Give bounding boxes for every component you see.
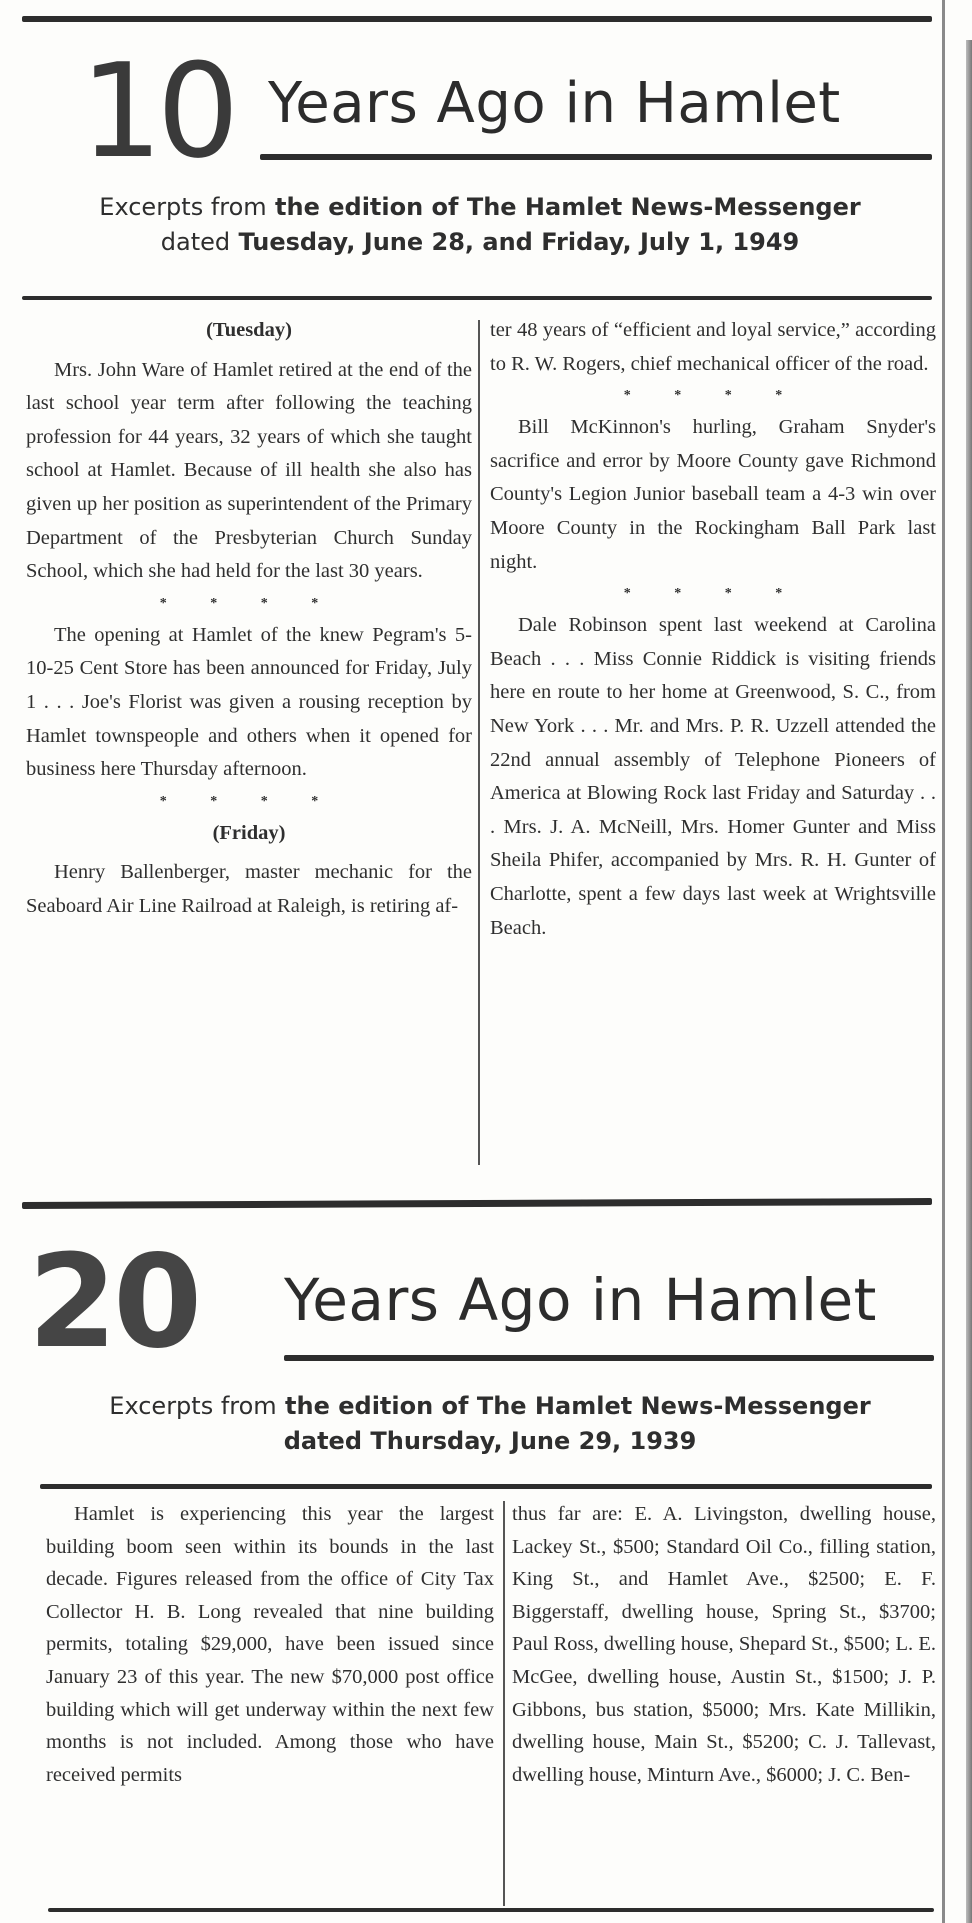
subhead-bottom-rule xyxy=(22,296,932,300)
top-rule xyxy=(22,16,932,22)
separator-stars: * * * * xyxy=(159,595,339,611)
subhead-bottom-rule xyxy=(40,1484,932,1489)
item-henry-ballenberger: Henry Ballenberger, master mechanic for the Seaboard Air Line Railroad at Raleigh, is retiring af- xyxy=(26,861,472,917)
item-baseball: Bill McKinnon's hurling, Graham Snyder's sacrifice and error by Moore County gave Richmond County's Legion Junior baseball team a 4-3 win over Moore County in the Rockingham Ball Park last night. xyxy=(490,416,936,573)
subhead-line-2: dated Thursday, June 29, 1939 xyxy=(283,1426,697,1455)
separator-stars: * * * * xyxy=(623,388,803,404)
top-rule xyxy=(22,1198,932,1209)
subhead xyxy=(20,1389,960,1459)
friday-heading: (Friday) xyxy=(212,821,286,844)
subhead-line-2: dated Tuesday, June 28, and Friday, July 1, 1949 xyxy=(160,227,800,256)
bottom-rule xyxy=(48,1908,934,1912)
subhead xyxy=(0,190,960,260)
subhead-line-1: Excerpts from the edition of The Hamlet News-Messenger xyxy=(99,193,861,221)
tuesday-heading: (Tuesday) xyxy=(206,319,292,341)
item-building-permits-list: thus far are: E. A. Livingston, dwelling house, Lackey St., $500; Standard Oil Co., filling station, King St., and Hamlet Ave., $2500; E. F. Biggerstaff, dwelling house, Spring St., $3700; Paul Ross, dwelling house, Shepard St., $500; L. E. McGee, dwelling house, Austin St., $1500; J. P. Gibbons, bus station, $5000; Mrs. Kate Millikin, dwelling house, Main St., $5200; C. J. Tallevast, dwelling house, Minturn Ave., $6000; J. C. Ben- xyxy=(512,1503,936,1786)
item-henry-ballenberger-cont: ter 48 years of “efficient and loyal service,” according to R. W. Rogers, chief mechanical officer of the road. xyxy=(490,319,936,375)
column-divider xyxy=(503,1501,505,1906)
left-column xyxy=(26,314,472,924)
item-mrs-john-ware: Mrs. John Ware of Hamlet retired at the end of the last school year term after following the teaching profession for 44 years, 32 years of which she taught school at Hamlet. Because of ill health she also has given up her position as superintendent of the Primary Department of the Presbyterian Church Sunday School, which she had held for the last 30 years. xyxy=(26,358,472,583)
column-divider xyxy=(478,320,480,1165)
right-column xyxy=(490,314,936,945)
item-social-notes: Dale Robinson spent last weekend at Carolina Beach . . . Miss Connie Riddick is visiting friends here en route to her home at Greenwood, S. C., from New York . . . Mr. and Mrs. P. R. Uzzell attended the 22nd annual assembly of Telephone Pioneers of America at Blowing Rock last Friday and Saturday . . . Mrs. J. A. McNeill, Mrs. Homer Gunter and Miss Sheila Phifer, accompanied by Mrs. R. H. Gunter of Charlotte, spent a few days last week at Wrightsville Beach. xyxy=(490,614,936,939)
item-building-boom: Hamlet is experiencing this year the largest building boom seen within its bounds in the last decade. Figures released from the office of City Tax Collector H. B. Long revealed that nine building permits, totaling $29,000, have been issued since January 23 of this year. The new $70,000 post office building which will get underway within the next few months is not included. Among those who have received permits xyxy=(46,1503,494,1786)
separator-stars: * * * * xyxy=(623,586,803,602)
item-pegrams-store: The opening at Hamlet of the knew Pegram's 5-10-25 Cent Store has been announced for Friday, July 1 . . . Joe's Florist was given a rousing reception by Hamlet townspeople and others when it opened for business here Thursday afternoon. xyxy=(26,623,472,781)
section-20-years-ago xyxy=(0,1175,972,1923)
separator-stars: * * * * xyxy=(159,793,339,809)
headline-number: 20 xyxy=(28,1228,199,1377)
right-column xyxy=(512,1498,936,1791)
headline-underline xyxy=(260,154,932,160)
left-column xyxy=(46,1498,494,1791)
headline-number: 10 xyxy=(80,35,234,187)
headline-title: Years Ago in Hamlet xyxy=(268,71,841,136)
subhead-line-1: Excerpts from the edition of The Hamlet News-Messenger xyxy=(109,1392,871,1420)
headline-underline xyxy=(284,1355,934,1361)
headline-title: Years Ago in Hamlet xyxy=(284,1266,877,1334)
